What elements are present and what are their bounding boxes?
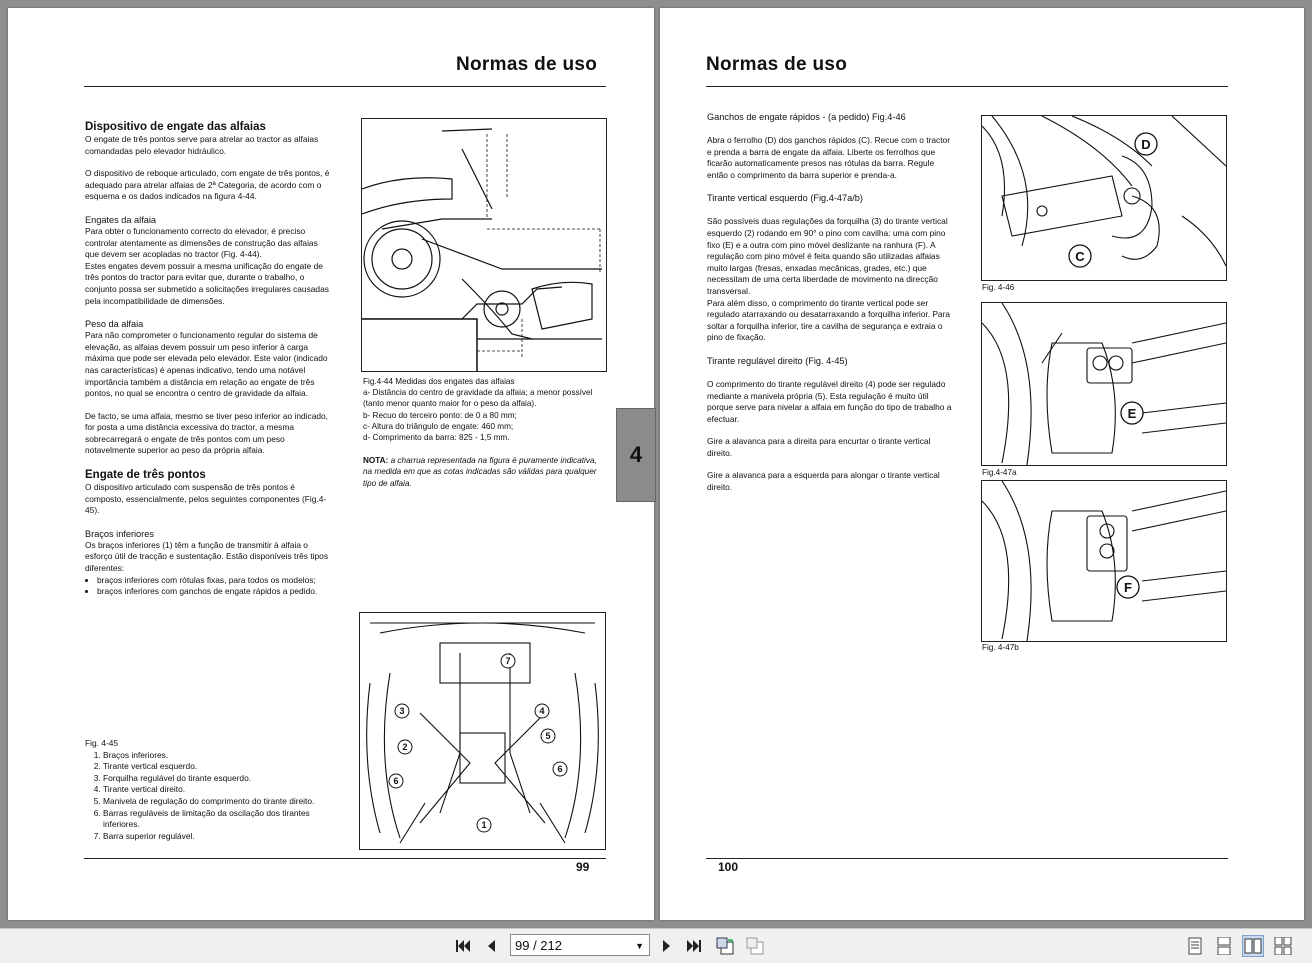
page-header: Normas de uso [456, 54, 598, 75]
subsection-title: Tirante vertical esquerdo (Fig.4-47a/b) [707, 193, 863, 204]
page-number: 99 [576, 860, 590, 874]
paragraph: Os braços inferiores (1) têm a função de transmitir à alfaia o esforço útil de tracção e sustentação. Estão disponíveis três tipos diferentes: [85, 539, 329, 574]
left-page [8, 8, 654, 920]
page-number: 100 [718, 860, 739, 874]
paragraph: Para além disso, o comprimento do tirante vertical pode ser regulado atarraxando ou desatarraxando a forquilha inferior. Para soltar a forquilha inferior, tire a cavilha de segurança e extraia o pino de fixação. [707, 297, 951, 343]
paragraph: Gire a alavanca para a direita para encurtar o tirante vertical direito. [707, 436, 931, 458]
figure-4-44-plough-diagram [361, 118, 607, 372]
subsection-title: Engates da alfaia [85, 214, 157, 225]
paragraph: O engate de três pontos serve para atrelar ao tractor as alfaias comandadas pelo elevador hidráulico. [85, 134, 319, 156]
note-label: NOTA: [363, 456, 389, 466]
paragraph: De facto, se uma alfaia, mesmo se tiver peso inferior ao indicado, for posta a uma distância excessiva do tractor, a mesma sobrecarregará o engate de três pontos com um peso notavelmente superior ao peso da própria alfaia. [85, 410, 328, 456]
figure-label: Fig. 4-46 [982, 283, 1015, 292]
callout-3: 3 [399, 706, 405, 716]
list-item: 2. Tirante vertical esquerdo. [103, 761, 333, 773]
subsection-title: Peso da alfaia [85, 319, 144, 330]
single-page-icon[interactable] [1184, 935, 1206, 957]
callout-d: D [1141, 137, 1151, 152]
legend-list [85, 750, 333, 843]
list-item: 1. Braços inferiores. [103, 750, 333, 762]
list-item: • braços inferiores com rótulas fixas, para todos os modelos; [97, 575, 333, 587]
paragraph: Estes engates devem possuir a mesma unificação do engate de três pontos do tractor para evitar que, durante o trabalho, o conjunto possa ser submetido a solicitações irregulares causadas pela incompatibilidade de dimensões. [85, 260, 329, 306]
rotate-disabled-icon[interactable] [744, 935, 766, 957]
right-page [660, 8, 1304, 920]
paragraph: O comprimento do tirante regulável direito (4) pode ser regulado mediante a manivela própria (5). Esta regulação é muito útil porque serve para nivelar a alfaia em função do tipo de trabalho a efectuar. [707, 378, 952, 424]
rotate-icon[interactable] [714, 935, 736, 957]
list-item: 3. Forquilha regulável do tirante esquerdo. [103, 773, 333, 785]
figure-label: Fig.4-47a [982, 468, 1017, 477]
caption-item: d- Comprimento da barra: 825 - 1,5 mm. [363, 433, 510, 443]
page-number-input[interactable] [510, 934, 650, 956]
section-title: Engate de três pontos [85, 469, 206, 482]
list-item: 6. Barras reguláveis de limitação da oscilação dos tirantes inferiores. [103, 808, 333, 831]
footer-rule [706, 858, 1228, 859]
figure-4-47a-fixed-pin [981, 302, 1227, 466]
callout-6-left: 6 [393, 776, 399, 786]
hooks-drawing [982, 116, 1226, 280]
section-title: Dispositivo de engate das alfaias [85, 121, 266, 133]
plough-drawing [362, 119, 606, 371]
sliding-pin-drawing [982, 481, 1226, 641]
chevron-down-icon[interactable]: ▼ [635, 941, 644, 951]
list-item: 7. Barra superior regulável. [103, 831, 333, 843]
note [363, 455, 603, 489]
callout-5: 5 [545, 731, 551, 741]
next-page-icon[interactable] [656, 935, 678, 957]
two-page-continuous-icon[interactable] [1272, 935, 1294, 957]
paragraph: São possíveis duas regulações da forquilha (3) do tirante vertical esquerdo (2) rodando em 90° o pino com cavilha: uma com pino fixo (E) e a outra com pino móvel deslizante na ranhura (F). A regulação com pino móvel é feita quando são utilizadas alfaias muito largas (fresas, enxadas mecânicas, grades, etc.) que necessitam de uma certa liberdade de movimento na direcção transversal. [707, 216, 948, 296]
subsection-title: Ganchos de engate rápidos - (a pedido) Fig.4-46 [707, 112, 906, 122]
right-text-column [707, 111, 953, 505]
caption-title: Fig.4-44 Medidas dos engates das alfaias [363, 377, 515, 386]
continuous-icon[interactable] [1213, 935, 1235, 957]
subsection-title: Tirante regulável direito (Fig. 4-45) [707, 355, 848, 366]
list-item: 4. Tirante vertical direito. [103, 784, 333, 796]
linkage-drawing [360, 613, 605, 849]
callout-1: 1 [481, 820, 487, 830]
page-number-value: 99 / 212 [515, 937, 562, 953]
list-item: 5. Manivela de regulação do comprimento do tirante direito. [103, 796, 333, 808]
figure-4-45-three-point-linkage [359, 612, 606, 850]
paragraph: Para obter o funcionamento correcto do elevador, é preciso controlar atentamente as dimensões de construção das alfaias que devem ser acopladas no tractor (Fig. 4-44). [85, 225, 318, 260]
figure-label: Fig. 4-45 [85, 738, 119, 748]
callout-e: E [1127, 406, 1137, 421]
two-page-icon[interactable] [1242, 935, 1264, 957]
callout-6-right: 6 [557, 764, 563, 774]
figure-4-47b-sliding-pin [981, 480, 1227, 642]
left-text-column [85, 116, 333, 598]
paragraph: Gire a alavanca para a esquerda para alongar o tirante vertical direito. [707, 470, 940, 493]
last-page-icon[interactable] [683, 935, 705, 957]
bullet-list [85, 575, 333, 598]
footer-rule [84, 858, 606, 859]
fixed-pin-drawing [982, 303, 1226, 465]
prev-page-icon[interactable] [480, 935, 502, 957]
callout-7: 7 [505, 656, 511, 666]
fig44-caption [363, 376, 603, 489]
paragraph: Para não comprometer o funcionamento regular do sistema de elevação, as alfaias devem possuir um peso inferior à carga máxima que pode ser elevada pelo elevador. Este valor (indicado nas características) é apenas indicativo, tendo uma notável importância também a distância em relação ao engate de três pontos, no qual se encontra o centro de gravidade da alfaia. [85, 330, 328, 399]
page-header: Normas de uso [706, 54, 848, 75]
header-rule [706, 86, 1228, 87]
paragraph: Abra o ferrolho (D) dos ganchos rápidos (C). Recue com o tractor e prenda a barra de engate da alfaia. Liberte os ferrolhos que ficarão automaticamente presos nas rótulas da barra. Regule então o comprimento da barra superior e prenda-a. [707, 135, 950, 180]
subsection-title: Braços inferiores [85, 528, 154, 539]
paragraph: O dispositivo de reboque articulado, com engate de três pontos, é adequado para atrelar alfaias de 2ª Categoria, de acordo com o esquema e os dados indicados na figura 4-44. [85, 168, 330, 202]
header-rule [84, 86, 606, 87]
caption-item: c- Altura do triângulo de engate: 460 mm; [363, 421, 514, 431]
chapter-tab: 4 [616, 408, 656, 502]
viewer-toolbar [0, 928, 1312, 963]
callout-c: C [1075, 249, 1085, 264]
figure-4-46-quick-hooks [981, 115, 1227, 281]
list-item: • braços inferiores com ganchos de engate rápidos a pedido. [97, 586, 333, 598]
note-text: a charrua representada na figura é puramente indicativa, na medida em que as cotas indicadas são válidas para qualquer tipo de alfaia. [363, 456, 597, 488]
paragraph: O dispositivo articulado com suspensão de três pontos é composto, essencialmente, pelos seguintes componentes (Fig.4-45). [85, 482, 327, 516]
callout-f: F [1124, 580, 1132, 595]
first-page-icon[interactable] [452, 935, 474, 957]
callout-4: 4 [539, 706, 545, 716]
figure-label: Fig. 4-47b [982, 643, 1019, 652]
caption-item: b- Recuo do terceiro ponto: de 0 a 80 mm; [363, 410, 517, 420]
caption-item: a- Distância do centro de gravidade da alfaia; a menor possível (tanto menor quanto maior for o peso da alfaia). [363, 388, 593, 409]
callout-2: 2 [402, 742, 408, 752]
fig45-legend [85, 738, 333, 842]
